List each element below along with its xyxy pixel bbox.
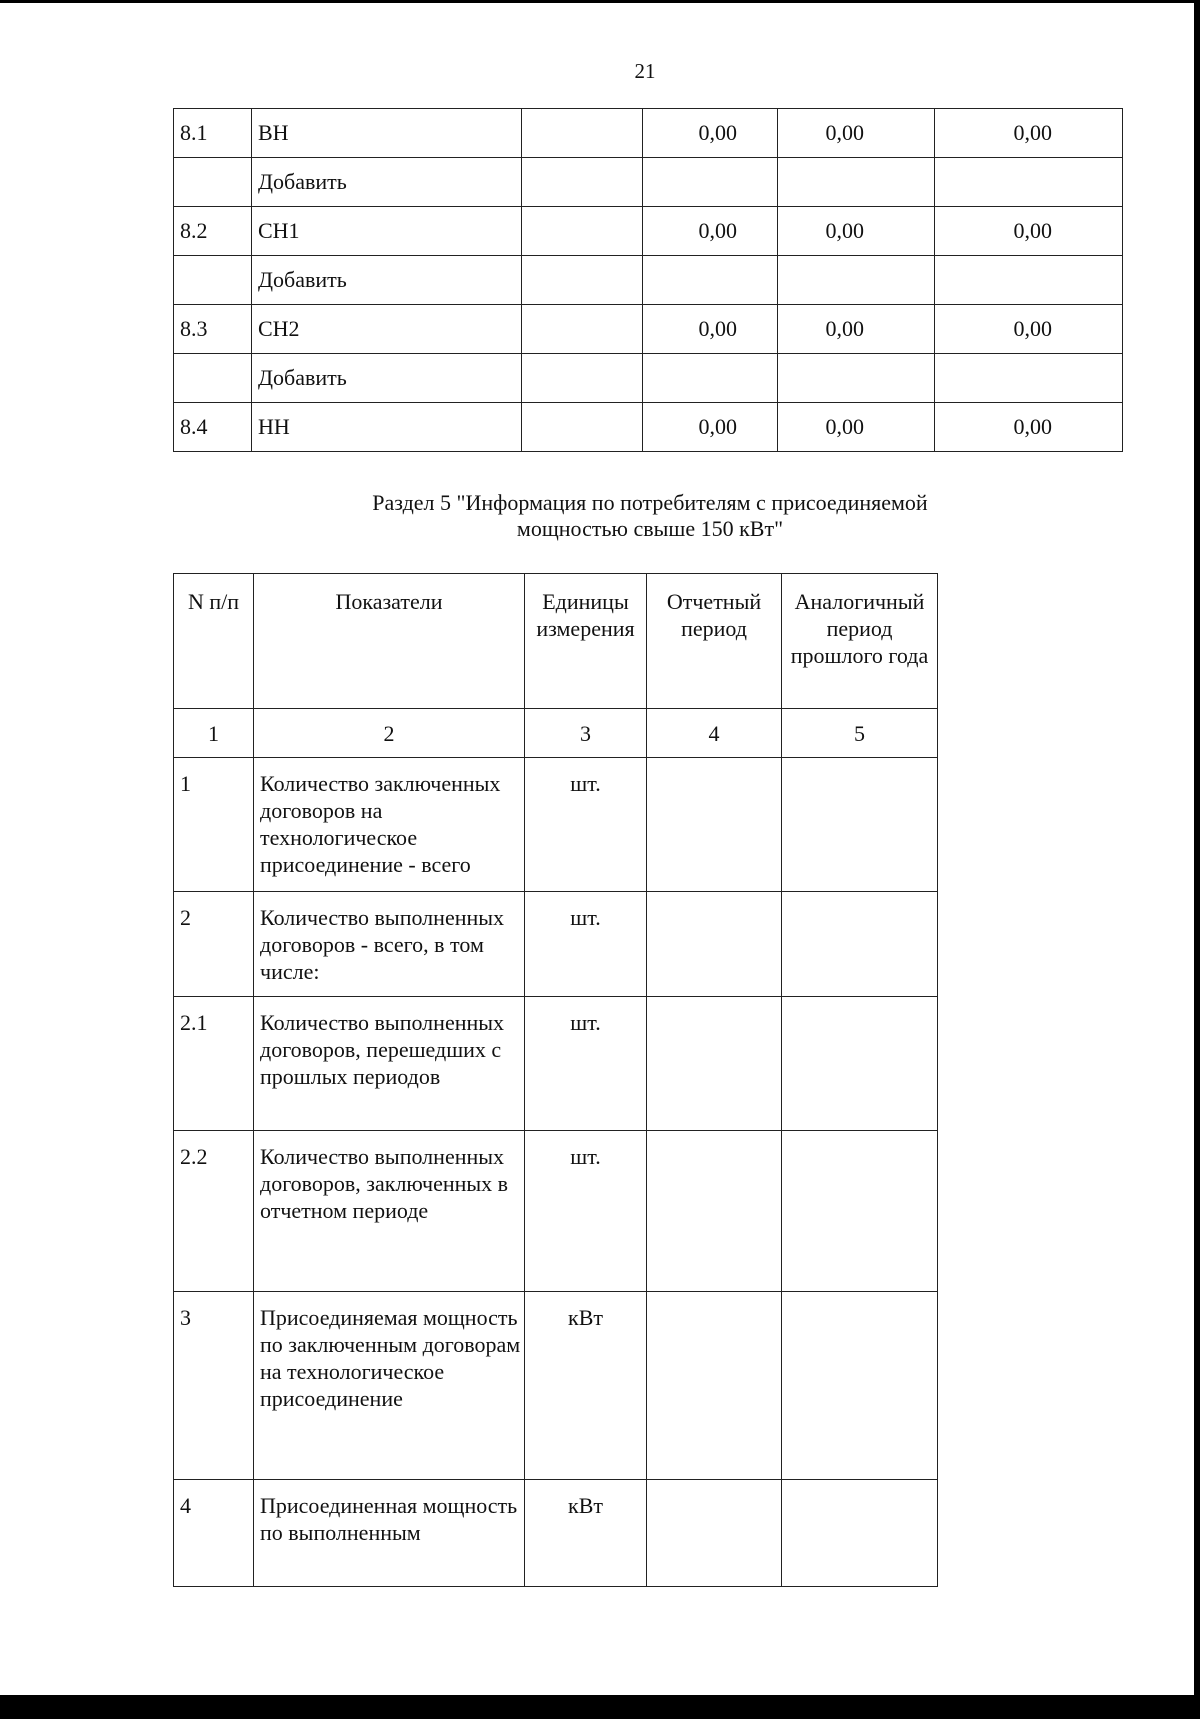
row-unit (522, 109, 643, 158)
row-unit: шт. (525, 997, 647, 1131)
row-name: Присоединенная мощность по выполненным (254, 1480, 525, 1587)
row-value-3 (935, 354, 1123, 403)
section-5-title (250, 490, 1050, 542)
scan-border-top (0, 0, 1200, 3)
table-row (174, 256, 1123, 305)
header-units: Единицы измерения (525, 574, 647, 709)
row-value-2: 0,00 (778, 403, 935, 452)
row-name: Количество выполненных договоров, перешедших с прошлых периодов (254, 997, 525, 1131)
table-row (174, 1131, 938, 1292)
row-current-value (647, 1480, 782, 1587)
row-number: 2 (174, 892, 254, 997)
add-row-link[interactable]: Добавить (252, 354, 522, 403)
row-value-3: 0,00 (935, 109, 1123, 158)
row-number: 8.3 (174, 305, 252, 354)
section-title-line-2: мощностью свыше 150 кВт" (516, 516, 784, 541)
row-value-1 (643, 158, 778, 207)
row-current-value (647, 758, 782, 892)
row-value-1: 0,00 (643, 305, 778, 354)
scan-border-bottom (0, 1695, 1200, 1719)
page-number: 21 (634, 59, 656, 83)
row-value-1: 0,00 (643, 109, 778, 158)
table-row (174, 892, 938, 997)
table-row (174, 109, 1123, 158)
table-row (174, 403, 1123, 452)
row-value-1: 0,00 (643, 403, 778, 452)
row-value-2: 0,00 (778, 305, 935, 354)
row-number: 2.1 (174, 997, 254, 1131)
row-unit (522, 158, 643, 207)
table-row (174, 997, 938, 1131)
row-value-3: 0,00 (935, 207, 1123, 256)
row-name: СН1 (252, 207, 522, 256)
row-previous-value (782, 892, 938, 997)
column-number: 5 (782, 709, 938, 758)
column-number: 4 (647, 709, 782, 758)
column-number: 1 (174, 709, 254, 758)
row-previous-value (782, 1480, 938, 1587)
row-name: Присоединяемая мощность по заключенным договорам на технологическое присоединение (254, 1292, 525, 1480)
row-unit: шт. (525, 758, 647, 892)
row-unit: шт. (525, 892, 647, 997)
row-unit: кВт (525, 1480, 647, 1587)
table-row (174, 1480, 938, 1587)
row-value-3: 0,00 (935, 305, 1123, 354)
row-current-value (647, 1292, 782, 1480)
row-number: 4 (174, 1480, 254, 1587)
table-header-row (174, 574, 938, 709)
row-value-3 (935, 256, 1123, 305)
row-name: НН (252, 403, 522, 452)
header-previous-period: Аналогичный период прошлого года (782, 574, 938, 709)
header-indicators: Показатели (254, 574, 525, 709)
row-number: 8.4 (174, 403, 252, 452)
row-current-value (647, 892, 782, 997)
row-value-2 (778, 354, 935, 403)
row-number: 1 (174, 758, 254, 892)
row-number: 8.2 (174, 207, 252, 256)
row-name: ВН (252, 109, 522, 158)
row-value-2 (778, 158, 935, 207)
row-number (174, 354, 252, 403)
row-name: Количество выполненных договоров - всего, в том числе: (254, 892, 525, 997)
row-value-2: 0,00 (778, 207, 935, 256)
voltage-levels-table (173, 108, 1123, 452)
row-unit: кВт (525, 1292, 647, 1480)
row-value-1: 0,00 (643, 207, 778, 256)
row-previous-value (782, 1292, 938, 1480)
scan-border-right (1194, 0, 1200, 1719)
row-unit (522, 305, 643, 354)
row-previous-value (782, 758, 938, 892)
column-number: 3 (525, 709, 647, 758)
row-current-value (647, 1131, 782, 1292)
row-unit (522, 403, 643, 452)
row-value-3 (935, 158, 1123, 207)
row-number: 2.2 (174, 1131, 254, 1292)
row-name: Количество заключенных договоров на технологическое присоединение - всего (254, 758, 525, 892)
column-number: 2 (254, 709, 525, 758)
add-row-link[interactable]: Добавить (252, 158, 522, 207)
table-row (174, 305, 1123, 354)
row-number (174, 256, 252, 305)
table-row (174, 158, 1123, 207)
row-value-2: 0,00 (778, 109, 935, 158)
column-number-row (174, 709, 938, 758)
section-title-line-1: Раздел 5 "Информация по потребителям с присоединяемой (372, 490, 928, 515)
row-previous-value (782, 1131, 938, 1292)
row-value-3: 0,00 (935, 403, 1123, 452)
consumers-table (173, 573, 938, 1587)
row-unit (522, 256, 643, 305)
add-row-link[interactable]: Добавить (252, 256, 522, 305)
row-number (174, 158, 252, 207)
table-row (174, 1292, 938, 1480)
row-name: Количество выполненных договоров, заключенных в отчетном периоде (254, 1131, 525, 1292)
row-value-2 (778, 256, 935, 305)
row-unit (522, 207, 643, 256)
row-number: 8.1 (174, 109, 252, 158)
row-previous-value (782, 997, 938, 1131)
row-number: 3 (174, 1292, 254, 1480)
row-unit (522, 354, 643, 403)
header-number: N п/п (174, 574, 254, 709)
table-row (174, 207, 1123, 256)
row-value-1 (643, 256, 778, 305)
table-row (174, 758, 938, 892)
row-value-1 (643, 354, 778, 403)
row-unit: шт. (525, 1131, 647, 1292)
table-row (174, 354, 1123, 403)
row-current-value (647, 997, 782, 1131)
header-current-period: Отчетный период (647, 574, 782, 709)
row-name: СН2 (252, 305, 522, 354)
